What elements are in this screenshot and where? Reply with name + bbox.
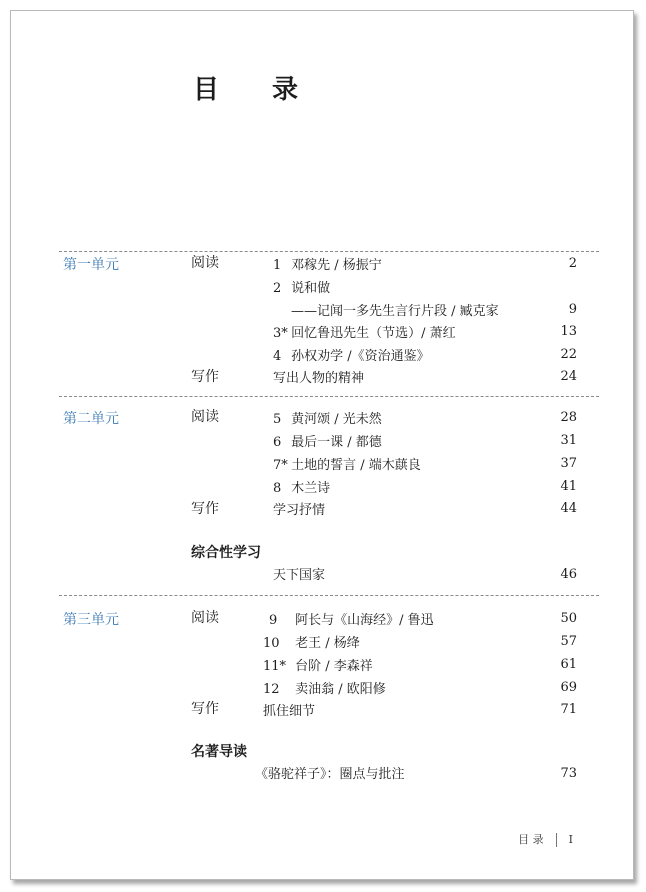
lesson-title: 邓稼先 / 杨振宁 [291,258,382,273]
toc-entry[interactable] [273,454,421,473]
page-number: 24 [560,369,577,384]
lesson-number: 1 [273,258,282,273]
writing-label: 写作 [191,369,219,385]
page-number: 69 [560,680,577,695]
reading-label: 阅读 [191,610,219,626]
lesson-number: 2 [273,281,282,296]
page-number: 13 [560,324,577,339]
page-number: 28 [560,410,577,425]
writing-entry[interactable]: 抓住细节 [263,704,316,719]
page-number: 44 [560,501,577,516]
page-number: 2 [568,256,577,271]
extra-entry[interactable]: 《骆驼祥子》：圈点与批注 [255,767,405,782]
toc-entry[interactable] [263,678,386,697]
lesson-number: 5 [273,412,282,427]
section-heading: 综合性学习 [191,545,261,561]
toc-entry[interactable] [273,408,382,427]
toc-entry[interactable] [273,254,382,273]
toc-entry[interactable] [273,477,330,496]
page-number: 73 [560,766,577,781]
toc-entry[interactable] [263,655,373,674]
lesson-title: 木兰诗 [291,481,331,496]
reading-label: 阅读 [191,255,219,271]
lesson-title: 回忆鲁迅先生（节选）/ 萧红 [291,326,456,341]
toc-entry[interactable] [273,431,382,450]
lesson-number: 12 [263,682,280,697]
page-number: 37 [560,456,577,471]
lesson-number: 7* [273,458,288,473]
page-number: 41 [560,479,577,494]
page-number: 50 [560,611,577,626]
lesson-number: 4 [273,349,282,364]
toc-entry[interactable] [269,609,434,628]
lesson-number: 6 [273,435,282,450]
page-number: 46 [560,567,577,582]
lesson-title: 孙权劝学 /《资治通鉴》 [291,349,430,364]
toc-entry[interactable] [273,277,330,296]
page-number: 61 [560,657,577,672]
footer-label: 目 录 [518,833,544,846]
writing-label: 写作 [191,501,219,517]
unit-divider [59,251,599,252]
page-number: 57 [560,634,577,649]
reading-label: 阅读 [191,409,219,425]
page-number: 9 [568,302,577,317]
lesson-number: 11* [263,659,287,674]
page-number: 71 [560,702,577,717]
toc-entry[interactable] [263,632,360,651]
lesson-number: 3* [273,326,288,341]
lesson-title: 黄河颂 / 光未然 [291,412,382,427]
unit-divider [59,396,599,397]
footer-divider [556,833,557,847]
section-heading: 名著导读 [191,744,247,760]
lesson-title: 老王 / 杨绛 [295,636,360,651]
lesson-title: 土地的誓言 / 端木蕻良 [291,458,421,473]
unit-label: 第一单元 [63,257,119,273]
lesson-title: 阿长与《山海经》/ 鲁迅 [295,613,434,628]
unit-label: 第三单元 [63,612,119,628]
footer-page-number: I [568,833,573,846]
lesson-number: 9 [269,613,278,628]
lesson-title: 最后一课 / 都德 [291,435,382,450]
lesson-title: 卖油翁 / 欧阳修 [295,682,386,697]
writing-entry[interactable]: 学习抒情 [273,503,326,518]
lesson-title: 说和做 [291,281,331,296]
toc-page [10,10,634,880]
lesson-title: 台阶 / 李森祥 [295,659,373,674]
lesson-number: 8 [273,481,282,496]
page-number: 22 [560,347,577,362]
writing-label: 写作 [191,701,219,717]
unit-label: 第二单元 [63,411,119,427]
page-footer [518,831,573,847]
toc-entry[interactable] [273,322,456,341]
toc-entry[interactable] [273,345,430,364]
writing-entry[interactable]: 写出人物的精神 [273,371,365,386]
unit-divider [59,595,599,596]
page-number: 31 [560,433,577,448]
lesson-number: 10 [263,636,280,651]
toc-entry-subtitle[interactable]: ——记闻一多先生言行片段 / 臧克家 [291,304,499,319]
extra-entry[interactable]: 天下国家 [273,568,326,583]
page-title: 目 录 [193,75,321,105]
